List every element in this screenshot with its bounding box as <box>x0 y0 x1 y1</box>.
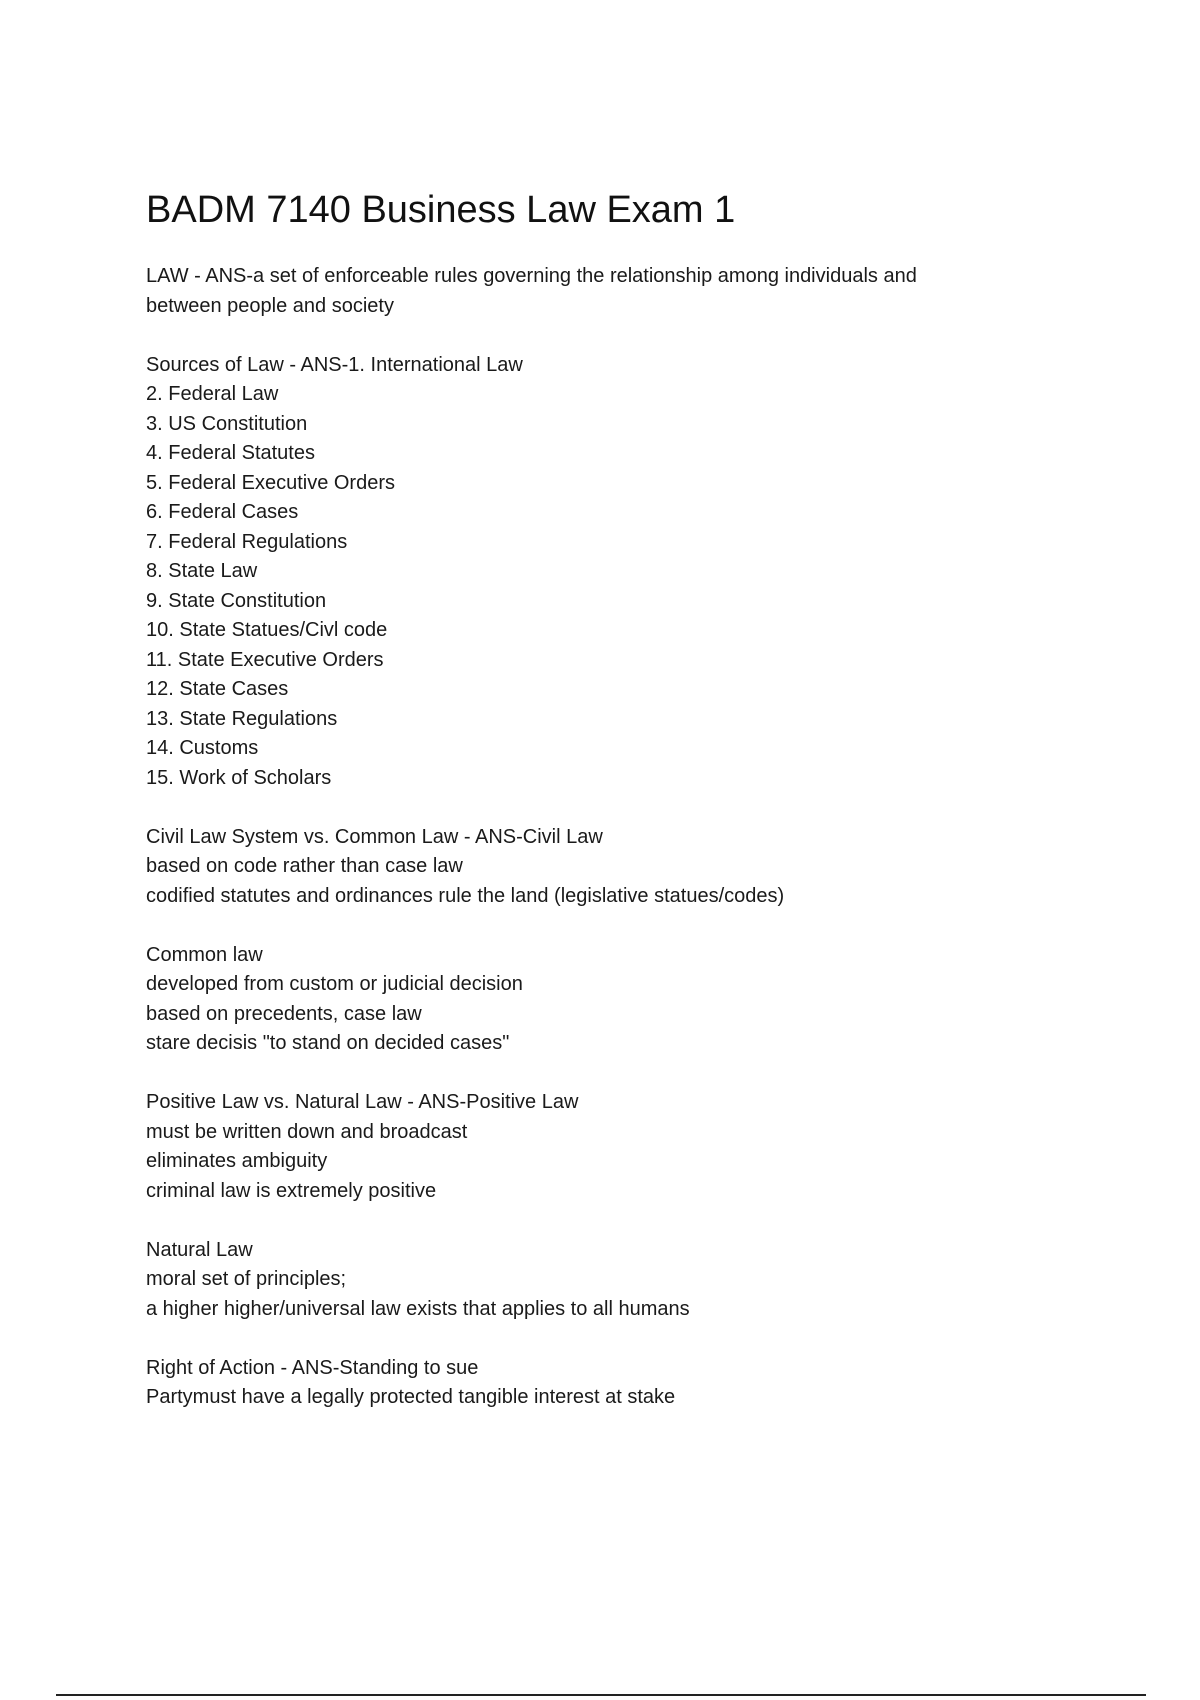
qa-answer-line: a higher higher/universal law exists that applies to all humans <box>146 1297 690 1320</box>
qa-question-line: Sources of Law - ANS-1. International Law <box>146 353 523 376</box>
document-page <box>146 186 1046 1442</box>
qa-answer-line: must be written down and broadcast <box>146 1120 468 1143</box>
qa-answer-line: 10. State Statues/Civl code <box>146 619 388 641</box>
qa-answer-line: eliminates ambiguity <box>146 1150 328 1172</box>
qa-answer-line: 13. State Regulations <box>146 707 338 730</box>
qa-section <box>146 1354 1046 1413</box>
qa-question-line: Right of Action - ANS-Standing to sue <box>146 1356 479 1379</box>
document-body <box>146 262 1046 1413</box>
qa-answer-line: 2. Federal Law <box>146 383 279 405</box>
qa-answer-line: criminal law is extremely positive <box>146 1179 437 1202</box>
qa-answer-line: stare decisis "to stand on decided cases" <box>146 1032 510 1054</box>
qa-answer-line: 14. Customs <box>146 737 259 759</box>
qa-answer-line: between people and society <box>146 294 394 317</box>
page-bottom-divider <box>56 1694 1146 1696</box>
qa-answer-line: 7. Federal Regulations <box>146 530 348 553</box>
qa-section <box>146 262 1046 321</box>
qa-answer-line: 3. US Constitution <box>146 412 308 435</box>
qa-answer-line: 9. State Constitution <box>146 589 327 612</box>
qa-section <box>146 1236 1046 1325</box>
qa-answer-line: 12. State Cases <box>146 678 289 700</box>
qa-answer-line: Partymust have a legally protected tangible interest at stake <box>146 1386 676 1408</box>
document-title: BADM 7140 Business Law Exam 1 <box>146 189 736 231</box>
qa-answer-line: 11. State Executive Orders <box>146 648 384 671</box>
qa-answer-line: 4. Federal Statutes <box>146 442 315 464</box>
qa-question-line: Positive Law vs. Natural Law - ANS-Positive Law <box>146 1091 579 1113</box>
qa-question-line: LAW - ANS-a set of enforceable rules governing the relationship among individuals and <box>146 265 917 287</box>
qa-answer-line: based on code rather than case law <box>146 855 463 877</box>
qa-answer-line: 8. State Law <box>146 560 258 582</box>
qa-answer-line: 6. Federal Cases <box>146 501 299 523</box>
qa-section <box>146 823 1046 912</box>
qa-answer-line: based on precedents, case law <box>146 1002 422 1025</box>
qa-answer-line: 5. Federal Executive Orders <box>146 471 395 494</box>
qa-question-line: Civil Law System vs. Common Law - ANS-Civil Law <box>146 825 603 848</box>
qa-section <box>146 1088 1046 1206</box>
qa-answer-line: codified statutes and ordinances rule the land (legislative statues/codes) <box>146 884 785 907</box>
qa-section <box>146 941 1046 1059</box>
qa-answer-line: 15. Work of Scholars <box>146 766 332 789</box>
qa-section <box>146 351 1046 794</box>
qa-answer-line: moral set of principles; <box>146 1268 347 1290</box>
qa-answer-line: developed from custom or judicial decision <box>146 973 523 995</box>
qa-question-line: Common law <box>146 943 263 966</box>
qa-question-line: Natural Law <box>146 1238 253 1261</box>
